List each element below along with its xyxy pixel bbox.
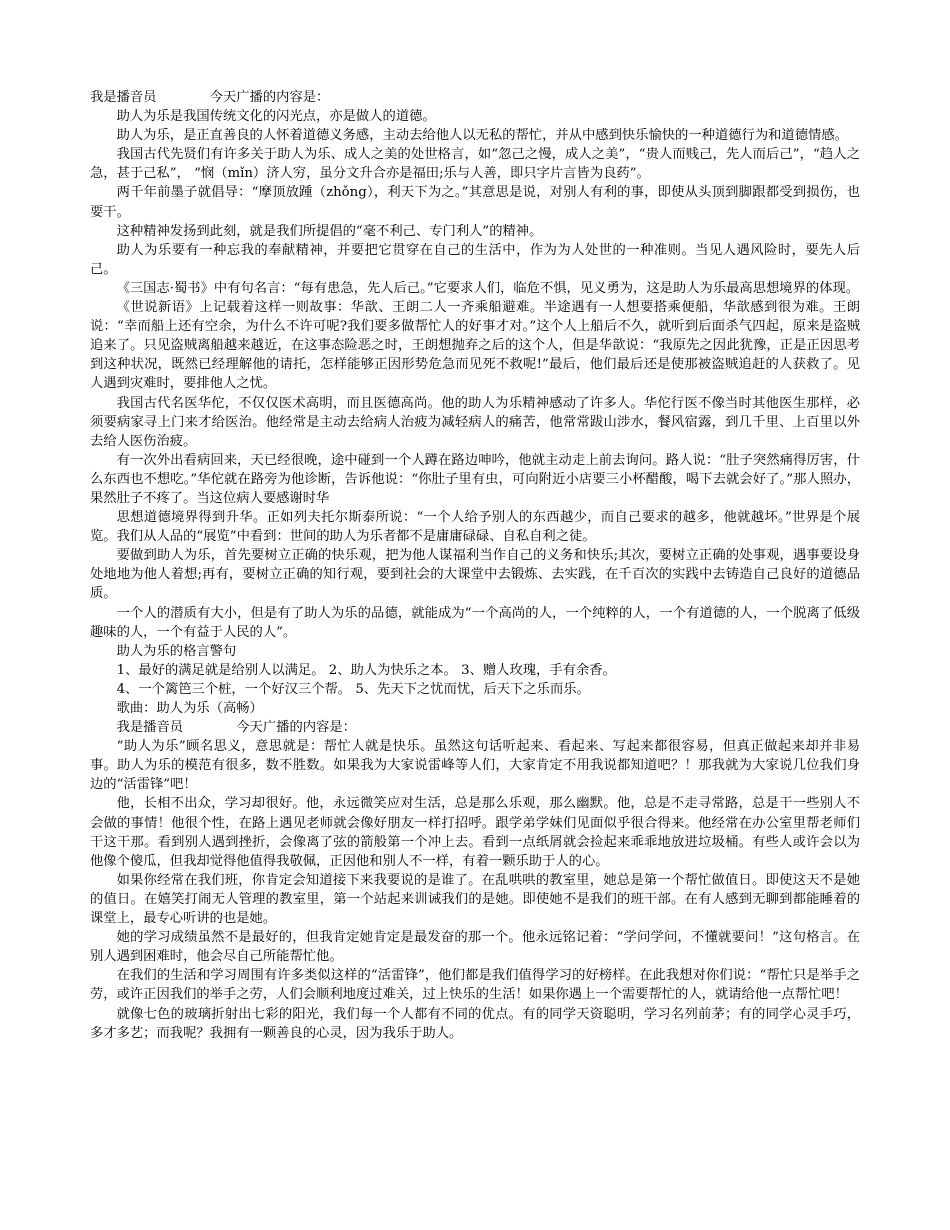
paragraph: 在我们的生活和学习周围有许多类似这样的“活雷锋”，他们都是我们值得学习的好榜样。在此我想对你们说：“帮忙只是举手之劳，或许正因我们的举手之劳，人们会顺利地度过难关，过上快乐的生活！如果你遇上一个需要帮忙的人，就请给他一点帮忙吧！ (90, 968, 860, 1003)
song-line: 歌曲：助人为乐（高畅） (116, 701, 263, 716)
paragraph: 一个人的潜质有大小，但是有了助人为乐的品德，就能成为“一个高尚的人，一个纯粹的人，一个有道德的人，一个脱离了低级趣味的人，一个有益于人民的人”。 (90, 605, 860, 640)
paragraph: 助人为乐，是正直善良的人怀着道德义务感，主动去给他人以无私的帮忙，并从中感到快乐愉快的一种道德行为和道德情感。 (116, 128, 848, 144)
paragraph: 如果你经常在我们班，你肯定会知道接下来我要说的是谁了。在乱哄哄的教室里，她总是第一个帮忙做值日。即使这天不是她的值日。在嬉笑打闹无人管理的教室里，第一个站起来训诫我们的是她。即使她不是我们的班干部。在有人感到无聊到都能睡着的课堂上，最专心听讲的也是她。 (90, 872, 860, 927)
paragraph: “助人为乐”顾名思义，意思就是：帮忙人就是快乐。虽然这句话听起来、看起来、写起来都很容易，但真正做起来却并非易事。助人为乐的模范有很多，数不胜数。如果我为大家说雷峰等人们，大家肯定不用我说都知道吧？！那我就为大家说几位我们身边的“活雷锋”吧！ (90, 739, 860, 793)
paragraph: 要做到助人为乐，首先要树立正确的快乐观，把为他人谋福利当作自己的义务和快乐;其次，要树立正确的处事观，遇事要设身处地地为他人着想;再有，要树立正确的知行观，要到社会的大课堂中去锻炼、去实践，在千百次的实践中去铸造自己良好的道德品质。 (90, 548, 860, 602)
announcer-intro: 我是播音员 今天广播的内容是： (90, 90, 330, 105)
announcer-intro: 我是播音员 今天广播的内容是： (116, 720, 356, 736)
paragraph: 她的学习成绩虽然不是最好的，但我肯定她肯定是最发奋的那一个。他永远铭记着：“学问学问，不懂就要问！”这句格言。在别人遇到困难时，他会尽自己所能帮忙他。 (90, 930, 860, 965)
paragraph: 有一次外出看病回来，天已经很晚，途中碰到一个人蹲在路边呻吟，他就主动走上前去询问。路人说：“肚子突然痛得厉害，什么东西也不想吃。”华佗就在路旁为他诊断，告诉他说：“你肚子里有虫，可向附近小店要三小杯醋酸，喝下去就会好了。”那人照办，果然肚子不疼了。当这位病人要感谢时华 (90, 452, 860, 506)
quote-list-line: 1、最好的满足就是给别人以满足。 2、助人为快乐之本。 3、赠人玫瑰，手有余香。 (116, 662, 616, 678)
paragraph: 两千年前墨子就倡导：“摩顶放踵（zhǒng），利天下为之。”其意思是说，对别人有利的事，即使从头顶到脚跟都受到损伤，也要干。 (90, 185, 860, 220)
paragraph: 助人为乐要有一种忘我的奉献精神，并要把它贯穿在自己的生活中，作为为人处世的一种准则。当见人遇风险时，要先人后己。 (90, 242, 860, 277)
paragraph: 思想道德境界得到升华。正如列夫托尔斯泰所说：“一个人给予别人的东西越少，而自己要求的越多，他就越坏。”世界是个展览。我们从人品的“展览”中看到：世间的助人为乐者都不是庸庸碌碌、自私自利之徒。 (90, 510, 860, 545)
quote-list-line: 4、一个篱笆三个桩，一个好汉三个帮。 5、先天下之忧而忧，后天下之乐而乐。 (116, 681, 590, 697)
paragraph: 就像七色的玻璃折射出七彩的阳光，我们每一个人都有不同的优点。有的同学天资聪明，学习名列前茅；有的同学心灵手巧，多才多艺；而我呢？我拥有一颗善良的心灵，因为我乐于助人。 (90, 1006, 860, 1041)
paragraph: 这种精神发扬到此刻，就是我们所提倡的“毫不利己、专门利人”的精神。 (116, 223, 543, 239)
paragraph-opening: 助人为乐是我国传统文化的闪光点，亦是做人的道德。 (90, 109, 436, 125)
paragraph: 我国古代先贤们有许多关于助人为乐、成人之美的处世格言，如“忽己之慢，成人之美”，“贵人而贱己，先人而后己”，“趋人之急，甚于己私”， “悯（mǐn）济人穷，虽分文升合亦是福田;乐与人善，即只字片言皆为良药”。 (90, 147, 860, 182)
paragraph: 我国古代名医华佗，不仅仅医术高明，而且医德高尚。他的助人为乐精神感动了许多人。华佗行医不像当时其他医生那样，必须要病家寻上门来才给医治。他经常是主动去给病人治疲为减轻病人的痛苦，他常常跋山涉水，餐风宿露，到几千里、上百里以外去给人医伤治疲。 (90, 395, 860, 449)
paragraph: 《世说新语》上记载着这样一则故事：华歆、王朗二人一齐乘船避难。半途遇有一人想要搭乘便船，华歆感到很为难。王朗说：“幸而船上还有空余，为什么不许可呢?我们要多做帮忙人的好事才对。”这个人上船后不久，就听到后面杀气四起，原来是盗贼追来了。只见盗贼离船越来越近，在这事态险恶之时，王朗想抛弃之后的这个人，但是华歆说：“我原先之因此犹豫，正是正因思考到这种状况，既然已经理解他的请托，怎样能够正因形势危急而见死不救呢!”最后，他们最后还是使那被盗贼追赶的人获救了。见人遇到灾难时，要排他人之忧。 (90, 300, 860, 392)
paragraph: 《三国志·蜀书》中有句名言：“每有患急，先人后己。”它要求人们，临危不惧，见义勇为，这是助人为乐最高思想境界的体现。 (116, 280, 860, 296)
section-heading-quotes: 助人为乐的格言警句 (116, 643, 237, 659)
paragraph: 他，长相不出众，学习却很好。他，永远微笑应对生活，总是那么乐观，那么幽默。他，总是不走寻常路，总是干一些别人不会做的事情！他很个性，在路上遇见老师就会像好朋友一样打招呼。跟学弟学妹们见面似乎很合得来。他经常在办公室里帮老师们干这干那。看到别人遇到挫折，会像离了弦的箭般第一个冲上去。看到一点纸屑就会捡起来乖乖地放进垃圾桶。有些人或许会以为他像个傻瓜，但我却觉得他值得我敬佩，正因他和别人不一样，有着一颗乐助于人的心。 (90, 796, 860, 869)
